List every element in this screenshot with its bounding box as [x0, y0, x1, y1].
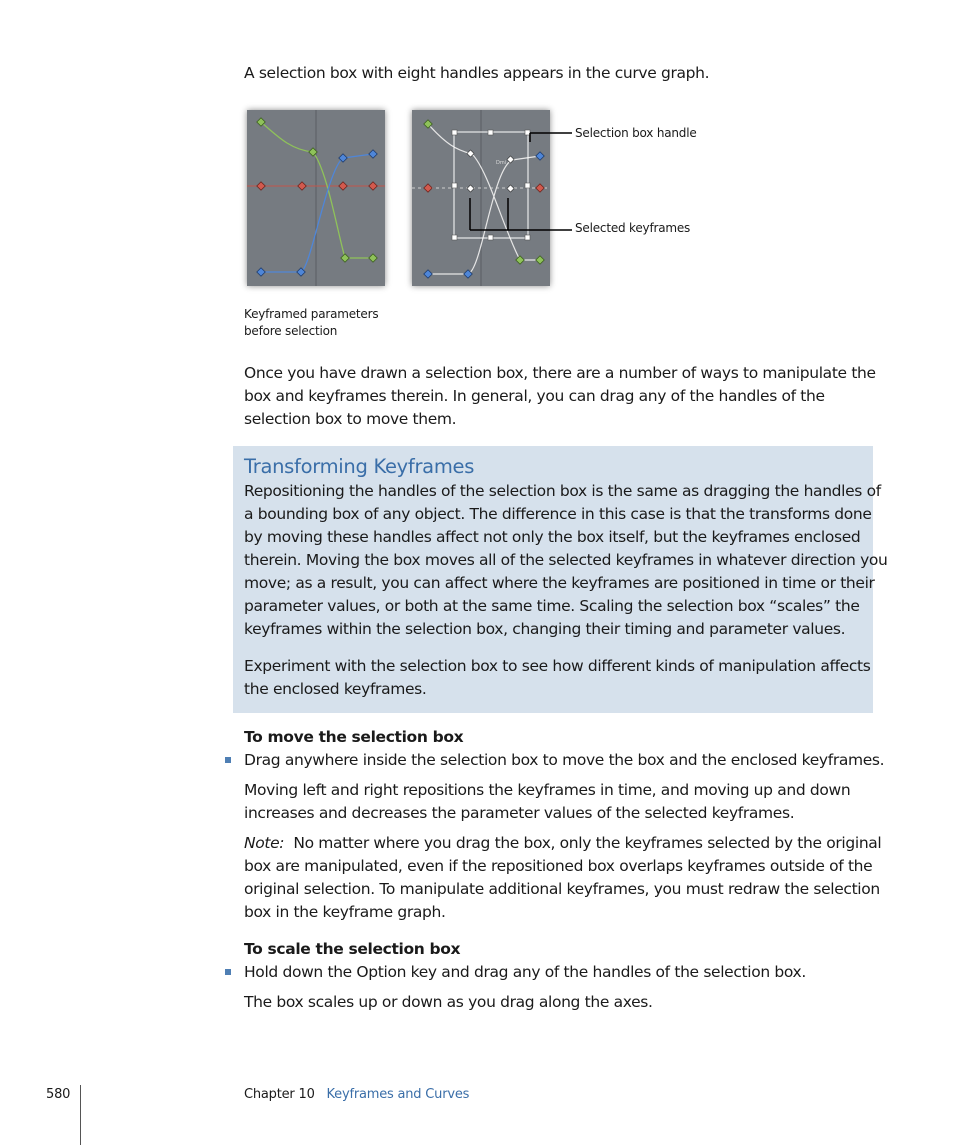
note-label: Note:: [244, 834, 285, 852]
sidebar-line: Experiment with the selection box to see how different kinds of manipulation affects: [244, 657, 871, 675]
move-heading: To move the selection box: [244, 728, 464, 746]
chapter-label: Chapter 10: [244, 1087, 315, 1102]
note-text: No matter where you drag the box, only the keyframes selected by the original: [293, 834, 882, 852]
bullet-icon: [225, 757, 231, 763]
sidebar-line: a bounding box of any object. The difference in this case is that the transforms done: [244, 505, 872, 523]
sidebar-line: parameter values, or both at the same time. Scaling the selection box “scales” the: [244, 597, 860, 615]
move-detail-line: increases and decreases the parameter values of the selected keyframes.: [244, 804, 795, 822]
scale-heading: To scale the selection box: [244, 940, 461, 958]
note-line: box are manipulated, even if the repositioned box overlaps keyframes outside of the: [244, 857, 873, 875]
intro-text: A selection box with eight handles appears in the curve graph.: [244, 64, 710, 82]
sidebar-paragraph-2: [244, 655, 871, 701]
callout-lines: [458, 120, 578, 240]
keyframe-graph-before: [247, 110, 385, 286]
graph-small-label: Dmi: [496, 160, 507, 166]
scale-detail: The box scales up or down as you drag along the axes.: [244, 993, 653, 1011]
chapter-title-link[interactable]: Keyframes and Curves: [326, 1087, 470, 1102]
scale-bullet-text: Hold down the Option key and drag any of the handles of the selection box.: [244, 963, 806, 981]
note-line: box in the keyframe graph.: [244, 903, 446, 921]
figure-caption-line: Keyframed parameters: [244, 307, 379, 321]
sidebar-line: move; as a result, you can affect where the keyframes are positioned in time or their: [244, 574, 875, 592]
footer-chapter: [244, 1087, 469, 1102]
sidebar-line: keyframes within the selection box, changing their timing and parameter values.: [244, 620, 846, 638]
move-bullet-text: Drag anywhere inside the selection box to move the box and the enclosed keyframes.: [244, 751, 885, 769]
page-number: 580: [46, 1087, 71, 1102]
note-line: original selection. To manipulate additional keyframes, you must redraw the selection: [244, 880, 880, 898]
sidebar-line: therein. Moving the box moves all of the selected keyframes in whatever direction you: [244, 551, 888, 569]
bullet-icon: [225, 969, 231, 975]
note-paragraph: [244, 832, 881, 924]
figure-caption-line: before selection: [244, 324, 338, 338]
body-paragraph: Once you have drawn a selection box, there are a number of ways to manipulate the box and keyframes therein. In general, you can drag any of the handles of the selection box to move them.: [244, 364, 876, 428]
figure-caption: [244, 306, 378, 340]
callout-selection-box-handle: Selection box handle: [575, 126, 697, 140]
sidebar-title: Transforming Keyframes: [244, 455, 475, 478]
note-first-line: [244, 832, 881, 855]
sidebar-line: by moving these handles affect not only the box itself, but the keyframes enclosed: [244, 528, 861, 546]
sidebar-line: the enclosed keyframes.: [244, 680, 427, 698]
move-detail-line: Moving left and right repositions the keyframes in time, and moving up and down: [244, 781, 851, 799]
callout-selected-keyframes: Selected keyframes: [575, 221, 691, 235]
move-detail: [244, 779, 850, 825]
footer-divider: [80, 1085, 81, 1145]
sidebar-paragraph: [244, 480, 888, 641]
sidebar-line: Repositioning the handles of the selection box is the same as dragging the handles of: [244, 482, 881, 500]
